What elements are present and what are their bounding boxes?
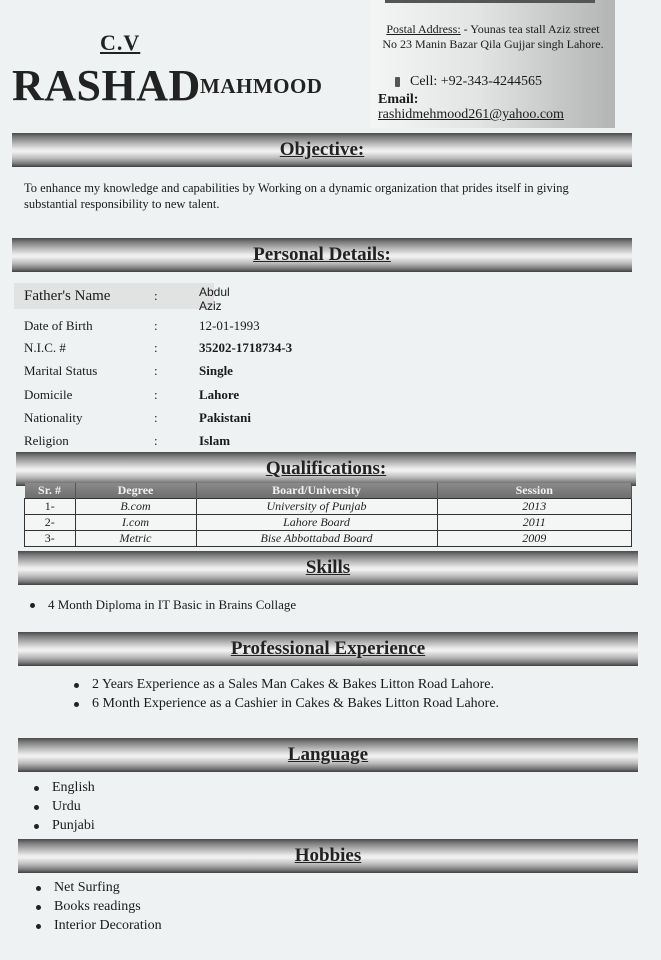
list-item: Interior Decoration (30, 916, 162, 935)
column-header-board: Board/University (196, 483, 437, 499)
list-item: 6 Month Experience as a Cashier in Cakes & Bakes Litton Road Lahore. (68, 694, 499, 713)
detail-label: Father's Name (24, 288, 111, 304)
skills-list (24, 595, 296, 614)
postal-address (378, 22, 608, 52)
objective-heading: Objective: (279, 139, 365, 160)
cell-session: 2011 (437, 515, 632, 531)
detail-value: Pakistani (199, 410, 252, 425)
cv-label: C.V (100, 30, 141, 55)
table-row (25, 515, 632, 531)
cell-degree: B.com (75, 499, 196, 515)
list-item: Punjabi (28, 816, 95, 835)
cell-sr: 1- (25, 499, 76, 515)
experience-list (68, 675, 499, 713)
detail-separator: : (154, 410, 158, 425)
detail-label: N.I.C. # (24, 340, 66, 355)
detail-label: Religion (24, 433, 69, 448)
column-header-degree: Degree (75, 483, 196, 499)
list-item: Urdu (28, 797, 95, 816)
list-item: Net Surfing (30, 878, 162, 897)
detail-row-date-of-birth (24, 318, 424, 340)
table-header-row (25, 483, 632, 499)
detail-value: Islam (199, 433, 231, 448)
detail-value: Abdul Aziz (199, 285, 230, 313)
detail-value: Lahore (199, 387, 240, 402)
hobbies-list (30, 878, 162, 935)
detail-value: Single (199, 363, 233, 378)
professional-experience-banner (18, 632, 638, 666)
mobile-phone-icon (395, 77, 400, 87)
cell-text: Cell: +92-343-4244565 (410, 74, 542, 89)
table-row (25, 531, 632, 547)
detail-separator: : (154, 387, 158, 402)
cell-session: 2009 (437, 531, 632, 547)
detail-label: Nationality (24, 410, 83, 425)
contact-heading-cutoff (385, 0, 595, 3)
cell-board: Lahore Board (196, 515, 437, 531)
email-label: Email: (378, 92, 419, 107)
objective-text: To enhance my knowledge and capabilities by Working on a dynamic organization that prides itself in giving substantial responsibility to new talent. (24, 181, 569, 211)
personal-details-banner (12, 238, 632, 272)
professional-experience-heading: Professional Experience (230, 638, 426, 659)
detail-separator: : (154, 288, 158, 303)
hobbies-heading: Hobbies (294, 845, 362, 866)
personal-details-heading: Personal Details: (253, 244, 391, 265)
detail-row-fathers-name (14, 283, 230, 313)
cell-degree: I.com (75, 515, 196, 531)
first-name: RASHAD (12, 61, 201, 110)
detail-row-marital-status (24, 363, 424, 385)
detail-separator: : (154, 340, 158, 355)
detail-value: 35202-1718734-3 (199, 340, 293, 355)
list-item: 4 Month Diploma in IT Basic in Brains Collage (24, 595, 296, 614)
cell-sr: 3- (25, 531, 76, 547)
last-name: MAHMOOD (200, 74, 323, 98)
detail-value: 12-01-1993 (199, 318, 260, 333)
language-heading: Language (287, 744, 369, 765)
cell-number (395, 74, 542, 90)
qualifications-banner (16, 452, 636, 486)
list-item: 2 Years Experience as a Sales Man Cakes & Bakes Litton Road Lahore. (68, 675, 499, 694)
language-banner (18, 738, 638, 772)
detail-label: Domicile (24, 387, 73, 402)
column-header-session: Session (437, 483, 632, 499)
detail-row-nic (24, 340, 424, 362)
qualifications-heading: Qualifications: (265, 458, 387, 479)
objective-banner (12, 133, 632, 167)
detail-row-nationality (24, 410, 424, 432)
postal-address-label: Postal Address: (386, 22, 461, 36)
column-header-sr: Sr. # (25, 483, 76, 499)
detail-row-domicile (24, 387, 424, 409)
detail-label: Date of Birth (24, 318, 93, 333)
cell-board: Bise Abbottabad Board (196, 531, 437, 547)
table-row (25, 499, 632, 515)
cell-degree: Metric (75, 531, 196, 547)
list-item: English (28, 778, 95, 797)
cell-sr: 2- (25, 515, 76, 531)
postal-address-value: - Younas tea stall Aziz street No 23 Manin Bazar Qila Gujjar singh Lahore. (382, 22, 604, 51)
hobbies-banner (18, 839, 638, 873)
language-list (28, 778, 95, 835)
detail-separator: : (154, 318, 158, 333)
list-item: Books readings (30, 897, 162, 916)
cell-board: University of Punjab (196, 499, 437, 515)
qualifications-table (24, 483, 632, 547)
skills-banner (18, 551, 638, 585)
cell-session: 2013 (437, 499, 632, 515)
detail-label: Marital Status (24, 363, 98, 378)
skills-heading: Skills (305, 557, 351, 578)
email-link[interactable]: rashidmehmood261@yahoo.com (378, 107, 564, 122)
detail-separator: : (154, 433, 158, 448)
detail-separator: : (154, 363, 158, 378)
